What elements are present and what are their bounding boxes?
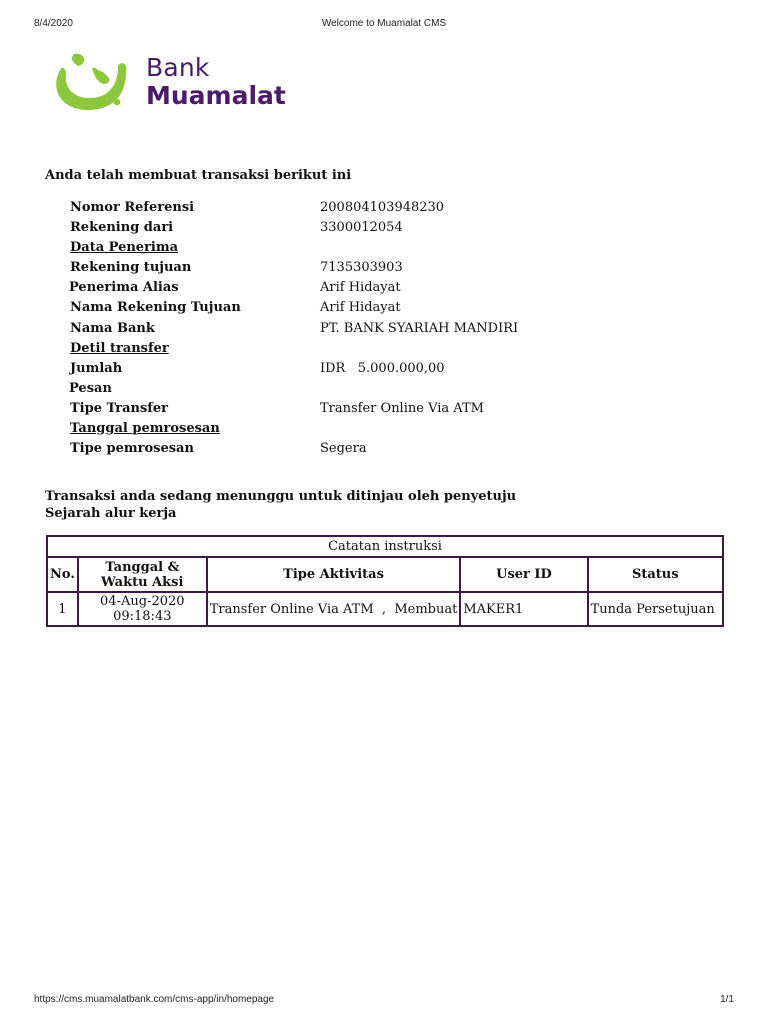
print-url: https://cms.muamalatbank.com/cms-app/in/homepage <box>34 994 275 1005</box>
detail-label: Nama Bank <box>70 320 155 336</box>
detail-label: Penerima Alias <box>69 280 179 296</box>
detail-label: Tipe pemrosesan <box>70 441 194 457</box>
print-page-title: Welcome to Muamalat CMS <box>321 18 447 29</box>
detail-value: Segera <box>320 441 367 457</box>
detail-row-reference <box>70 200 690 220</box>
detail-row-destination-account <box>70 260 690 280</box>
workflow-history-title: Sejarah alur kerja <box>45 506 177 521</box>
cell-datetime <box>78 592 207 626</box>
cell-status: Tunda Persetujuan <box>588 592 723 626</box>
approval-notice <box>45 488 516 522</box>
detail-value: PT. BANK SYARIAH MANDIRI <box>320 320 519 336</box>
table-caption: Catatan instruksi <box>47 536 723 557</box>
detail-label: Rekening dari <box>70 220 174 236</box>
bank-logo-icon <box>52 50 142 116</box>
detail-value: IDR 5.000.000,00 <box>320 360 445 376</box>
col-header-status: Status <box>588 557 723 592</box>
detail-value: Transfer Online Via ATM <box>320 400 484 416</box>
col-header-datetime: Tanggal & Waktu Aksi <box>78 557 207 592</box>
cell-no: 1 <box>47 592 78 626</box>
detail-label: Jumlah <box>70 360 123 376</box>
cell-date: 04-Aug-2020 <box>100 594 185 609</box>
workflow-history-table <box>46 535 724 627</box>
detail-label: Tipe Transfer <box>70 400 168 416</box>
detail-value: 200804103948230 <box>320 200 445 215</box>
table-row <box>47 592 723 626</box>
detail-value: 3300012054 <box>320 220 403 236</box>
print-footer <box>0 994 768 1014</box>
detail-row-amount <box>70 361 690 381</box>
detail-value: Arif Hidayat <box>320 300 401 316</box>
detail-label: Nomor Referensi <box>70 200 195 215</box>
detail-row-transfer-type <box>70 401 690 421</box>
detail-value: Arif Hidayat <box>320 280 401 296</box>
detail-section-processing-date <box>70 421 690 441</box>
print-header <box>0 0 768 36</box>
detail-label: Nama Rekening Tujuan <box>70 300 241 316</box>
detail-row-destination-name <box>70 300 690 320</box>
section-label: Tanggal pemrosesan <box>70 421 220 437</box>
detail-label: Rekening tujuan <box>70 260 192 276</box>
section-label: Detil transfer <box>70 340 169 356</box>
detail-row-bank-name <box>70 321 690 341</box>
bank-logo <box>52 50 292 120</box>
detail-section-transfer <box>70 341 690 361</box>
detail-value: 7135303903 <box>320 260 403 276</box>
intro-heading: Anda telah membuat transaksi berikut ini <box>45 168 352 183</box>
section-label: Data Penerima <box>70 240 179 256</box>
col-header-no: No. <box>47 557 78 592</box>
transaction-details <box>70 200 690 461</box>
table-header-row <box>47 557 723 592</box>
detail-row-source-account <box>70 220 690 240</box>
logo-text-bank: Bank <box>146 53 210 82</box>
cell-time: 09:18:43 <box>113 609 172 624</box>
logo-text-muamalat: Muamalat <box>146 81 286 110</box>
detail-label: Pesan <box>69 380 112 396</box>
cell-activity: Transfer Online Via ATM , Membuat <box>207 592 461 626</box>
print-date: 8/4/2020 <box>34 18 73 29</box>
detail-row-processing-type <box>70 441 690 461</box>
col-header-activity: Tipe Aktivitas <box>207 557 461 592</box>
page-number: 1/1 <box>720 994 734 1005</box>
col-header-user-id: User ID <box>460 557 587 592</box>
cell-user-id: MAKER1 <box>460 592 587 626</box>
detail-row-recipient-alias <box>70 280 690 300</box>
detail-section-recipient <box>70 240 690 260</box>
approval-notice-text: Transaksi anda sedang menunggu untuk ditinjau oleh penyetuju <box>45 489 517 504</box>
detail-row-message <box>70 381 690 401</box>
